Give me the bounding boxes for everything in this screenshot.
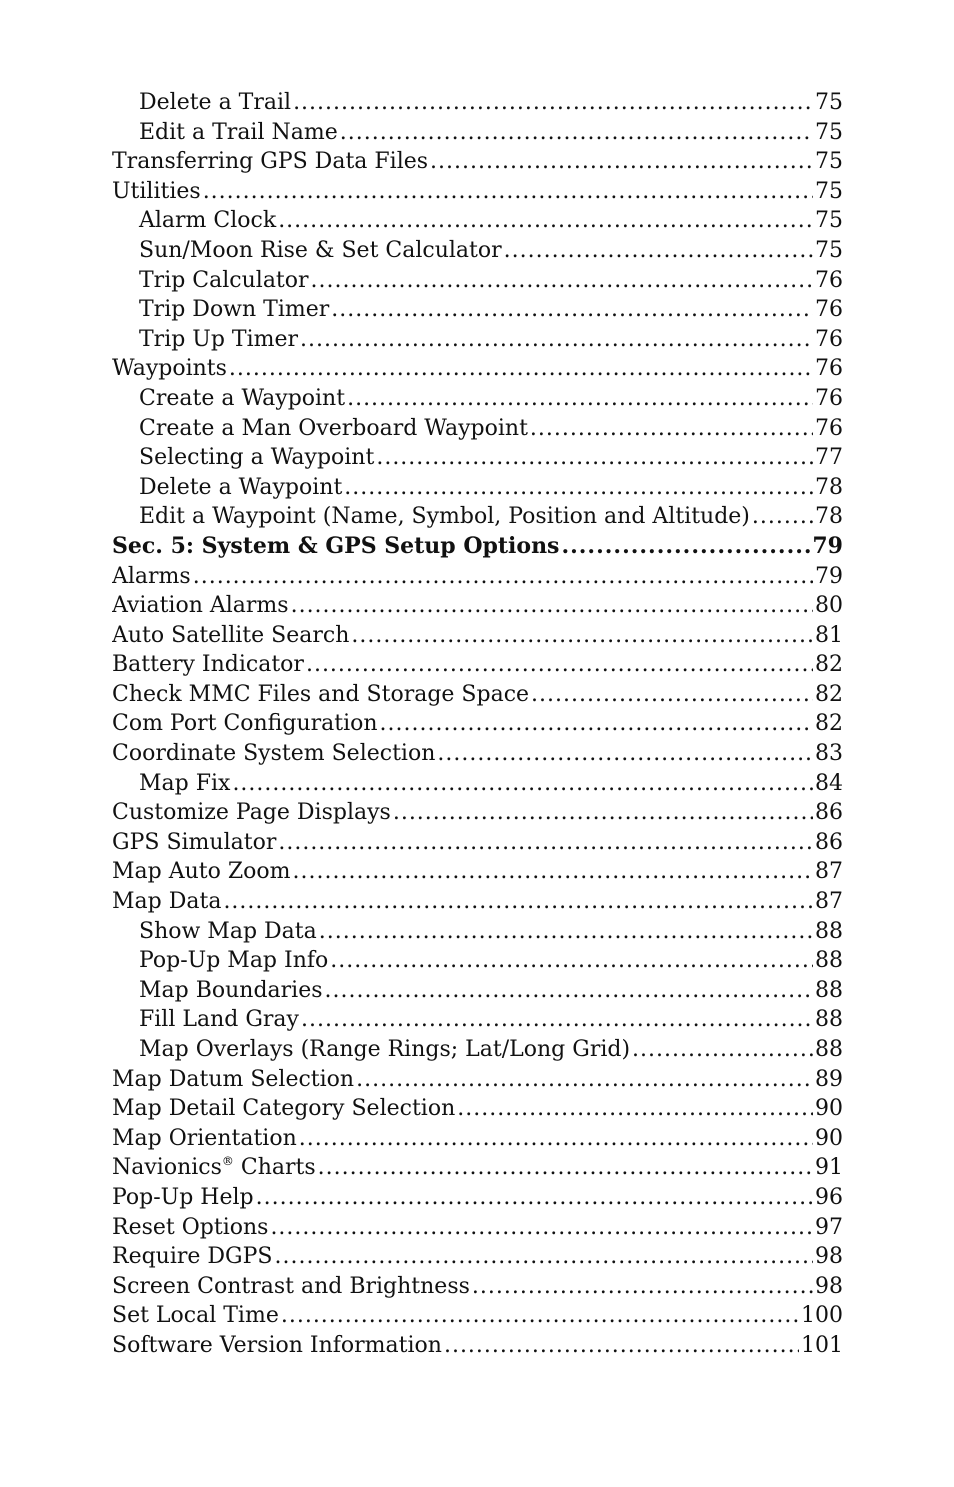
toc-entry-title-text: Create a Waypoint <box>139 385 346 411</box>
toc-entry-page-number: 75 <box>815 178 843 204</box>
toc-entry-page-number: 76 <box>815 356 843 382</box>
toc-entry-title <box>112 177 201 207</box>
dot-leader <box>331 295 813 325</box>
toc-entry-title-text: Map Datum Selection <box>112 1066 355 1092</box>
dot-leader <box>203 177 813 207</box>
toc-entry[interactable] <box>112 502 843 532</box>
dot-leader <box>293 857 814 887</box>
toc-entry-title-text: Map Orientation <box>112 1125 297 1151</box>
toc-entry-page-number: 80 <box>815 593 843 619</box>
toc-entry-title-text: Map Data <box>112 889 222 915</box>
dot-leader <box>306 650 813 680</box>
toc-entry-page-number: 82 <box>815 681 843 707</box>
dot-leader <box>319 917 813 947</box>
toc-entry-title-text: Require DGPS <box>112 1244 273 1270</box>
toc-entry-title-text: Map Auto Zoom <box>112 859 291 885</box>
toc-entry-title <box>139 443 374 473</box>
dot-leader <box>275 1242 814 1272</box>
toc-entry[interactable] <box>112 1183 843 1213</box>
toc-entry-title <box>112 562 191 592</box>
toc-entry-title <box>112 1124 297 1154</box>
toc-entry-title <box>112 828 276 858</box>
toc-entry[interactable] <box>112 266 843 296</box>
toc-entry-title <box>112 680 529 710</box>
dot-leader <box>752 502 813 532</box>
toc-entry-page-number: 87 <box>815 859 843 885</box>
toc-entry[interactable] <box>112 1272 843 1302</box>
toc-entry-title <box>139 473 342 503</box>
toc-entry-title-rest: Charts <box>233 1155 316 1181</box>
toc-entry-page-number: 78 <box>815 474 843 500</box>
toc-entry-title-text: Show Map Data <box>139 918 317 944</box>
toc-entry[interactable] <box>112 1035 843 1065</box>
dot-leader <box>232 769 813 799</box>
toc-entry-title <box>112 354 227 384</box>
toc-entry[interactable] <box>112 414 843 444</box>
toc-entry[interactable] <box>112 88 843 118</box>
toc-entry-title <box>112 532 559 562</box>
dot-leader <box>278 206 813 236</box>
toc-entry-title-text: Coordinate System Selection <box>112 741 436 767</box>
toc-entry-title <box>139 295 329 325</box>
dot-leader <box>270 1213 813 1243</box>
toc-entry-title-text: Utilities <box>112 178 201 204</box>
toc-entry-page-number: 83 <box>815 741 843 767</box>
toc-entry[interactable] <box>112 591 843 621</box>
dot-leader <box>340 118 813 148</box>
toc-entry-title-text: Sun/Moon Rise & Set Calculator <box>139 237 502 263</box>
toc-entry[interactable] <box>112 177 843 207</box>
dot-leader <box>300 325 813 355</box>
toc-entry-title-text: Map Overlays (Range Rings; Lat/Long Grid) <box>139 1037 631 1062</box>
dot-leader <box>278 828 813 858</box>
toc-entry-title <box>139 206 276 236</box>
toc-entry-page-number: 90 <box>815 1125 843 1151</box>
toc-entry-title-text: GPS Simulator <box>112 829 277 855</box>
toc-entry-title-text: Selecting a Waypoint <box>139 445 375 471</box>
toc-entry[interactable] <box>112 118 843 148</box>
table-of-contents <box>112 88 843 1361</box>
toc-entry[interactable] <box>112 1094 843 1124</box>
toc-entry-title <box>139 1005 299 1035</box>
toc-entry-title <box>139 325 298 355</box>
toc-entry-title <box>112 650 304 680</box>
toc-entry-title <box>112 621 349 651</box>
dot-leader <box>380 709 813 739</box>
toc-entry[interactable] <box>112 206 843 236</box>
toc-entry-title <box>112 857 291 887</box>
toc-entry-title-text: Alarm Clock <box>139 208 277 234</box>
toc-entry-title <box>112 739 435 769</box>
toc-entry-title <box>112 1242 273 1272</box>
toc-entry-title <box>112 1183 254 1213</box>
dot-leader <box>530 414 813 444</box>
dot-leader <box>351 621 813 651</box>
dot-leader <box>632 1035 813 1065</box>
toc-entry-title <box>139 502 750 532</box>
toc-entry-title-text: Software Version Information <box>112 1332 442 1358</box>
dot-leader <box>311 266 813 296</box>
toc-entry[interactable] <box>112 1065 843 1095</box>
toc-entry-title <box>139 384 345 414</box>
toc-entry[interactable] <box>112 769 843 799</box>
toc-entry-title-text: Navionics <box>112 1155 222 1181</box>
toc-entry[interactable] <box>112 1242 843 1272</box>
toc-section-heading[interactable] <box>112 532 843 562</box>
toc-entry-title <box>112 1272 470 1302</box>
toc-entry-title-text: Customize Page Displays <box>112 800 391 826</box>
dot-leader <box>318 1153 813 1183</box>
toc-entry-page-number: 75 <box>815 237 843 263</box>
toc-entry-title-text: Alarms <box>112 563 191 589</box>
toc-entry[interactable] <box>112 621 843 651</box>
toc-entry-title <box>112 1065 354 1095</box>
toc-entry-title-text: Delete a Waypoint <box>139 474 343 500</box>
toc-entry-page-number: 76 <box>815 415 843 441</box>
toc-entry-page-number: 86 <box>815 829 843 855</box>
toc-entry-title-text: Waypoints <box>112 356 227 382</box>
toc-entry-title <box>139 414 528 444</box>
toc-entry-title <box>112 1153 316 1183</box>
toc-entry-page-number: 75 <box>815 208 843 234</box>
toc-entry-title-text: Pop-Up Map Info <box>139 948 329 974</box>
toc-entry-title-text: Map Detail Category Selection <box>112 1096 456 1122</box>
toc-entry-page-number: 86 <box>815 800 843 826</box>
toc-entry-title-text: Set Local Time <box>112 1303 279 1329</box>
toc-entry[interactable] <box>112 1005 843 1035</box>
toc-entry-title-text: Trip Up Timer <box>139 326 299 352</box>
toc-entry-page-number: 89 <box>815 1066 843 1092</box>
toc-entry-title <box>139 88 291 118</box>
toc-entry-title <box>112 591 289 621</box>
dot-leader <box>356 1065 813 1095</box>
dot-leader <box>330 946 813 976</box>
toc-entry[interactable] <box>112 917 843 947</box>
dot-leader <box>393 798 813 828</box>
toc-entry-title-text: Map Boundaries <box>139 977 323 1003</box>
toc-entry-page-number: 79 <box>815 563 843 589</box>
toc-entry-page-number: 75 <box>815 119 843 145</box>
toc-entry[interactable] <box>112 562 843 592</box>
toc-entry-title-text: Screen Contrast and Brightness <box>112 1273 470 1299</box>
toc-entry[interactable] <box>112 384 843 414</box>
toc-entry-title <box>139 266 309 296</box>
toc-entry-page-number: 98 <box>815 1244 843 1270</box>
toc-entry-title-text: Aviation Alarms <box>112 593 289 619</box>
dot-leader <box>457 1094 813 1124</box>
toc-entry-page-number: 98 <box>815 1273 843 1299</box>
toc-entry[interactable] <box>112 709 843 739</box>
toc-entry-title <box>112 1094 455 1124</box>
toc-entry-page-number: 88 <box>815 918 843 944</box>
toc-entry-title <box>139 236 502 266</box>
registered-mark: ® <box>221 1154 234 1169</box>
toc-entry[interactable] <box>112 680 843 710</box>
toc-entry-page-number: 75 <box>815 149 843 175</box>
toc-entry[interactable] <box>112 473 843 503</box>
toc-entry-page-number: 96 <box>815 1184 843 1210</box>
toc-entry-title-text: Reset Options <box>112 1214 269 1240</box>
toc-entry-page-number: 88 <box>815 1037 843 1062</box>
dot-leader <box>281 1301 799 1331</box>
toc-entry-title <box>112 147 428 177</box>
toc-entry-page-number: 101 <box>801 1332 843 1358</box>
dot-leader <box>376 443 813 473</box>
dot-leader <box>256 1183 813 1213</box>
toc-entry[interactable] <box>112 1213 843 1243</box>
toc-entry-page-number: 81 <box>815 622 843 648</box>
toc-entry-title <box>139 1035 630 1065</box>
toc-entry-page-number: 87 <box>815 889 843 915</box>
dot-leader <box>229 354 813 384</box>
dot-leader <box>344 473 813 503</box>
toc-entry-title <box>139 769 230 799</box>
toc-entry-title-text: Auto Satellite Search <box>112 622 350 648</box>
toc-entry-title-text: Edit a Trail Name <box>139 119 338 145</box>
toc-entry-page-number: 79 <box>812 532 843 559</box>
toc-entry-title <box>112 798 391 828</box>
toc-entry[interactable] <box>112 1331 843 1361</box>
toc-entry-title-text: Trip Down Timer <box>139 297 330 323</box>
dot-leader <box>193 562 813 592</box>
toc-entry-title <box>112 1213 268 1243</box>
toc-entry[interactable] <box>112 354 843 384</box>
toc-entry-page-number: 75 <box>815 90 843 115</box>
toc-entry-title-text: Battery Indicator <box>112 652 304 678</box>
toc-entry[interactable] <box>112 147 843 177</box>
dot-leader <box>293 88 813 118</box>
dot-leader <box>531 680 813 710</box>
dot-leader <box>223 887 813 917</box>
dot-leader <box>291 591 813 621</box>
toc-entry-title-text: Pop-Up Help <box>112 1184 254 1210</box>
toc-entry-title-text: Delete a Trail <box>139 90 292 115</box>
toc-entry[interactable] <box>112 739 843 769</box>
toc-entry[interactable] <box>112 976 843 1006</box>
toc-entry-title-text: Create a Man Overboard Waypoint <box>139 415 528 441</box>
dot-leader <box>472 1272 813 1302</box>
toc-entry-page-number: 88 <box>815 1007 843 1033</box>
toc-entry-page-number: 76 <box>815 267 843 293</box>
toc-entry-title <box>112 887 221 917</box>
toc-entry-title-text: Trip Calculator <box>139 267 309 293</box>
toc-entry[interactable] <box>112 857 843 887</box>
toc-entry-title-text: Sec. 5: System & GPS Setup Options <box>112 532 560 559</box>
toc-entry[interactable] <box>112 946 843 976</box>
dot-leader <box>347 384 813 414</box>
toc-entry-title <box>139 976 323 1006</box>
toc-entry-page-number: 76 <box>815 385 843 411</box>
toc-entry-page-number: 97 <box>815 1214 843 1240</box>
dot-leader <box>504 236 813 266</box>
toc-entry-title <box>112 1331 442 1361</box>
toc-entry-page-number: 78 <box>815 504 843 530</box>
toc-entry[interactable] <box>112 1153 843 1183</box>
toc-entry-page-number: 76 <box>815 297 843 323</box>
toc-entry[interactable] <box>112 1301 843 1331</box>
dot-leader <box>325 976 813 1006</box>
toc-entry-title-text: Fill Land Gray <box>139 1007 299 1033</box>
toc-entry-page-number: 77 <box>815 445 843 471</box>
toc-entry[interactable] <box>112 828 843 858</box>
toc-entry-title-text: Transferring GPS Data Files <box>112 149 429 175</box>
toc-entry[interactable] <box>112 236 843 266</box>
toc-entry-page-number: 91 <box>815 1155 843 1181</box>
toc-entry-page-number: 100 <box>801 1303 843 1329</box>
toc-entry[interactable] <box>112 887 843 917</box>
toc-entry-page-number: 76 <box>815 326 843 352</box>
dot-leader <box>444 1331 799 1361</box>
toc-entry-title-text: Com Port Configuration <box>112 711 378 737</box>
toc-entry-page-number: 88 <box>815 977 843 1003</box>
toc-entry[interactable] <box>112 650 843 680</box>
toc-entry-title-text: Check MMC Files and Storage Space <box>112 681 530 707</box>
dot-leader <box>430 147 813 177</box>
toc-entry[interactable] <box>112 1124 843 1154</box>
toc-entry-page-number: 90 <box>815 1096 843 1122</box>
toc-entry-title-text: Map Fix <box>139 770 231 796</box>
toc-entry[interactable] <box>112 325 843 355</box>
toc-entry-title <box>139 946 328 976</box>
toc-entry-title <box>139 917 317 947</box>
toc-entry-title-text: Edit a Waypoint (Name, Symbol, Position and Altitude) <box>139 504 750 530</box>
dot-leader <box>437 739 813 769</box>
dot-leader <box>301 1005 813 1035</box>
toc-entry-page-number: 82 <box>815 652 843 678</box>
toc-entry-page-number: 82 <box>815 711 843 737</box>
toc-entry[interactable] <box>112 443 843 473</box>
toc-entry[interactable] <box>112 295 843 325</box>
toc-entry-page-number: 84 <box>815 770 843 796</box>
toc-entry-page-number: 88 <box>815 948 843 974</box>
dot-leader <box>561 532 810 562</box>
dot-leader <box>299 1124 813 1154</box>
toc-entry-title <box>139 118 338 148</box>
toc-entry[interactable] <box>112 798 843 828</box>
toc-entry-title <box>112 709 378 739</box>
toc-entry-title <box>112 1301 279 1331</box>
